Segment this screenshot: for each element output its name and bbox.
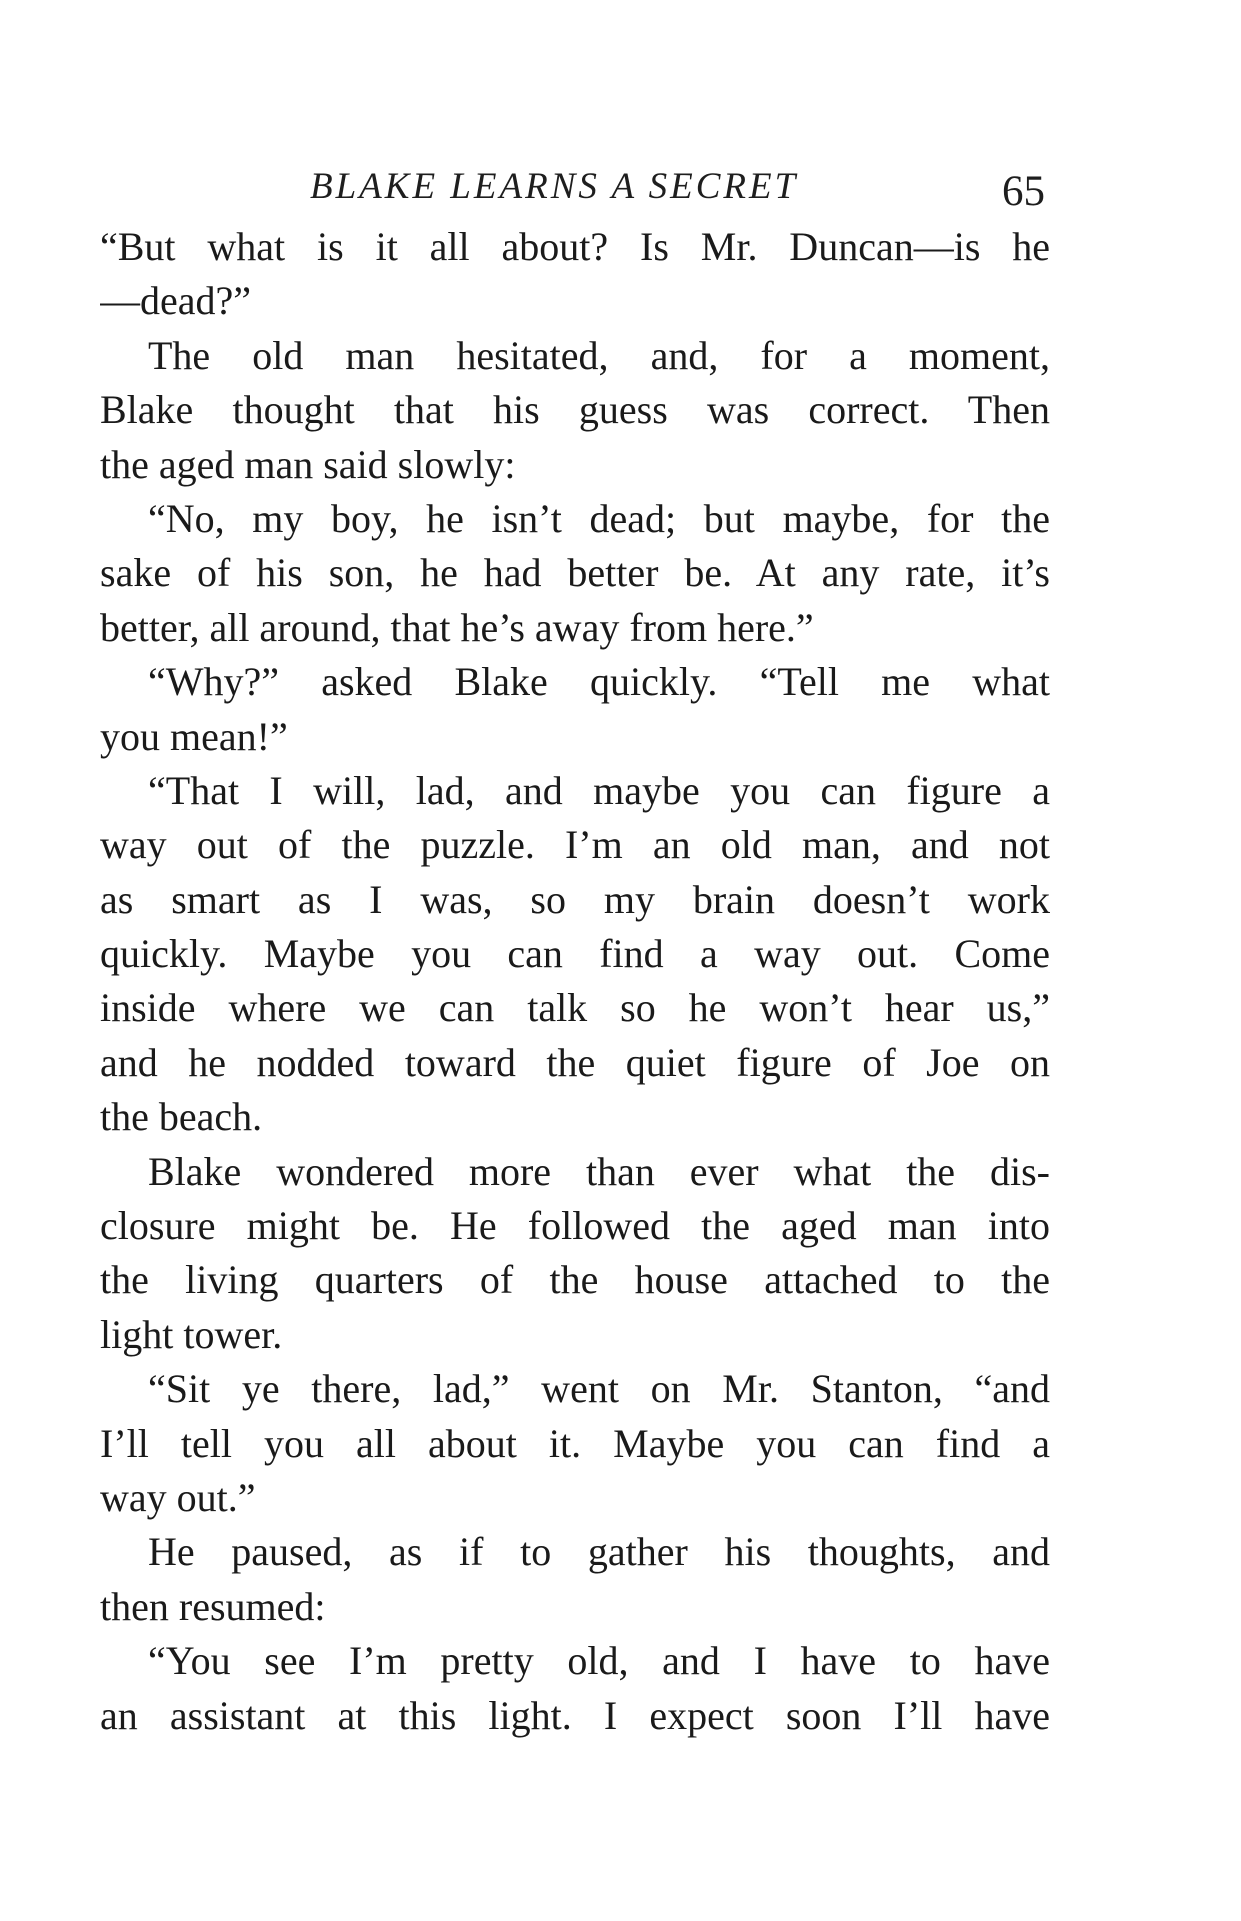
text-line: the living quarters of the house attached to the	[100, 1257, 1050, 1303]
text-line: The old man hesitated, and, for a moment,	[148, 332, 1050, 378]
text-line: I’ll tell you all about it. Maybe you can find a	[100, 1420, 1050, 1466]
text-line: “But what is it all about? Is Mr. Duncan—is he	[100, 224, 1050, 269]
text-line: the aged man said slowly:	[100, 441, 516, 487]
text-line: then resumed:	[100, 1583, 326, 1629]
text-line: way out.”	[100, 1474, 256, 1520]
text-line: closure might be. He followed the aged man into	[100, 1203, 1050, 1249]
text-line: Blake thought that his guess was correct. Then	[100, 387, 1050, 433]
text-line: “Sit ye there, lad,” went on Mr. Stanton, “and	[148, 1366, 1050, 1412]
text-line: sake of his son, he had better be. At any rate, it’s	[100, 550, 1050, 596]
text-line: Blake wondered more than ever what the dis-	[148, 1148, 1050, 1194]
text-line: the beach.	[100, 1094, 263, 1140]
running-title: BLAKE LEARNS A SECRET	[310, 166, 799, 207]
text-line: you mean!”	[100, 713, 288, 759]
text-line: “Why?” asked Blake quickly. “Tell me what	[148, 659, 1050, 705]
text-line: inside where we can talk so he won’t hear us,”	[100, 985, 1050, 1031]
text-line: better, all around, that he’s away from here.”	[100, 604, 814, 650]
text-line: as smart as I was, so my brain doesn’t work	[100, 876, 1050, 922]
text-line: “That I will, lad, and maybe you can figure a	[148, 767, 1050, 813]
text-line: “You see I’m pretty old, and I have to have	[148, 1638, 1050, 1684]
text-line: “No, my boy, he isn’t dead; but maybe, for the	[148, 495, 1050, 541]
body-text	[100, 220, 1050, 1743]
text-line: and he nodded toward the quiet figure of Joe on	[100, 1039, 1050, 1085]
text-line: an assistant at this light. I expect soon I’ll have	[100, 1692, 1050, 1738]
text-line: way out of the puzzle. I’m an old man, and not	[100, 822, 1050, 868]
page-number: 65	[1002, 168, 1045, 215]
text-line: —dead?”	[100, 278, 252, 324]
text-line: quickly. Maybe you can find a way out. Come	[100, 931, 1050, 977]
text-line: He paused, as if to gather his thoughts, and	[148, 1529, 1050, 1575]
text-line: light tower.	[100, 1311, 283, 1357]
